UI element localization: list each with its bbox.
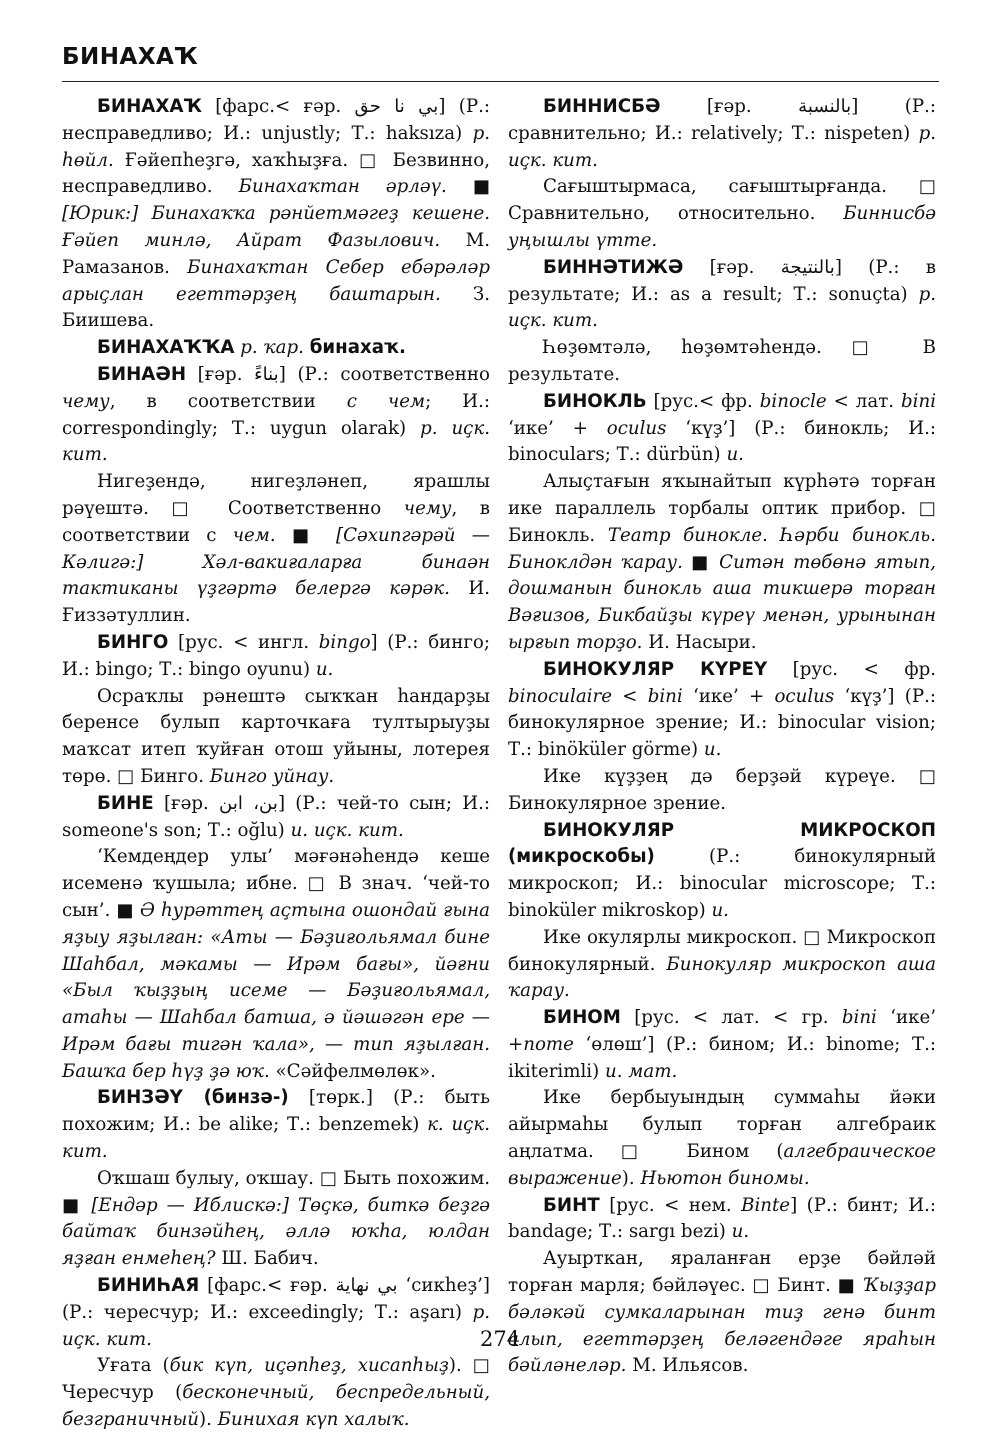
source: И. Ғиззәтуллин.: [62, 578, 490, 627]
example: Бинокуляр микроскоп аша ҡарау.: [508, 953, 936, 1002]
entry-text: ‘ике’ +: [682, 685, 775, 707]
entry-binahakka: [62, 335, 490, 362]
definition: бик күп, иҫәпһеҙ, хисапһыҙ: [169, 1355, 449, 1377]
entry-text: oculus: [606, 417, 667, 439]
entry-binom: [508, 1005, 936, 1085]
entry-text: [рус. < ингл.: [168, 631, 319, 653]
entry-text: oculus: [774, 685, 835, 707]
entry-text: чему: [62, 390, 110, 412]
entry-text: < лат.: [826, 390, 902, 412]
definition: Ауырткан, яраланған ерҙе бәйләй торған марля; бәйләүес. □ Бинт. ■: [508, 1248, 936, 1297]
entry-binaen: [62, 362, 490, 469]
entry-text: , в соответствии: [109, 390, 347, 412]
headword: БИНОКЛЬ: [543, 390, 647, 412]
entry-binom-definition: [508, 1085, 936, 1192]
example: Ситән төбөнә ятып, дошманын бинокль аша тикшерә торған Вәғизов, Бикбайҙы күреү менән, урынынан ырғып торҙо.: [508, 551, 936, 653]
grammar-label: u.: [731, 1221, 750, 1243]
definition: Оҡшаш булыу, оҡшау. □ Быть похожим. ■: [62, 1167, 490, 1216]
entry-binokulyar-mikroskop-definition: [508, 925, 936, 1005]
grammar-label: р. иҫк. кит.: [62, 1301, 490, 1350]
entry-binnisbe-definition: [508, 174, 936, 254]
entry-text: [ғәр. بناءً] (Р.: соответственно: [186, 363, 490, 385]
definition: , в соответствии с: [62, 497, 490, 546]
entry-binnetije-definition: [508, 335, 936, 389]
grammar-label: р. иҫк. кит.: [62, 417, 491, 466]
headword: БИНАХАҠҠА: [97, 337, 235, 359]
source: М. Рамазанов.: [62, 229, 490, 278]
grammar-label: u. мат.: [605, 1060, 678, 1082]
headword: БИНЕ: [97, 792, 154, 814]
example: Ә һурәттең аҫтына ошондай ғына яҙыу яҙылған: «Аты — Бәҙиғольямал бине Шаһбал, мәкамы — Ирәм бағы», йәғни «Был ҡыҙҙың исеме — Бәҙиғольямал, атаһы — Шаһбал батша, ә йәшәгән ере — Ирәм бағы тигән ҡала», — тип яҙылған. Башҡа бер һүҙ ҙә юҡ.: [62, 899, 491, 1082]
cross-reference: бинахаҡ.: [309, 337, 406, 359]
entry-bine-definition: [62, 844, 490, 1085]
example: Ҡыҙҙар бәләкәй сумкаларынан тиҙ генә бинт алып, егеттәрҙең беләгендәге ярaһын бәйләнеләр.: [508, 1275, 936, 1377]
grammar-label: р. ҡар.: [234, 337, 310, 359]
headword: БИНГО: [97, 631, 169, 653]
headword: БИНЗӘҮ (бинзә-): [97, 1087, 289, 1109]
definition: ■: [275, 524, 336, 546]
definition: Ғәйепһеҙгә, хаҡһыҙға. □ Безвинно, несправедливо.: [62, 149, 490, 198]
left-column: [62, 94, 490, 1434]
example: [Сәхипгәрәй — Кәлигә:] Хәл-вакиғаларға бинаән тактиканы үҙгәртә белергә кәрәк.: [62, 524, 490, 600]
right-column: [508, 94, 936, 1380]
entry-text: ] (Р.: бинго; И.: bingo; Т.: bingo oyunu): [62, 631, 490, 680]
definition: Уғата (: [97, 1355, 170, 1377]
entry-binokl-definition: [508, 469, 936, 657]
headword: БИНАӘН: [97, 363, 187, 385]
grammar-label: к. иҫк. кит.: [62, 1114, 490, 1163]
definition: ).: [621, 1167, 641, 1189]
entry-text: bini: [841, 1007, 877, 1029]
entry-text: [рус. < фр.: [767, 658, 937, 680]
entry-binokulyar-kureu-definition: [508, 764, 936, 818]
entry-biniha-definition: [62, 1353, 490, 1433]
example: Бинго уйнау.: [209, 765, 335, 787]
grammar-label: u.: [711, 899, 729, 921]
definition: Алыҫтағын яҡынайтып күрһәтә торған ике параллель торбалы оптик прибор. □ Бинокль.: [508, 471, 936, 546]
headword: БИНИҺАЯ: [97, 1275, 200, 1297]
example: Бинахаҡтан Себер ебәрәләр арыҫлан егеттәрҙең баштарын.: [62, 256, 490, 305]
entry-text: [рус. < лат. < гр.: [620, 1007, 842, 1029]
page-number: 274: [479, 1327, 521, 1351]
definition: ■: [682, 551, 720, 573]
example: [Ендәр — Иблискә:] Төҫкә, биткә беҙгә байтаҡ бинзәйһең, әллә юҡһа, юлдан яҙған енмеһең?: [62, 1194, 490, 1270]
entry-text: [ғәр. بن، ابن] (Р.: чей-то сын; И.: someone's son; Т.: oğlu): [62, 792, 490, 841]
entry-text: с чем: [346, 390, 426, 412]
entry-text: [фарс.< ғәр. بي نهاية ‘сикһеҙ’] (Р.: чересчур; И.: exceedingly; Т.: aşarı): [62, 1275, 490, 1323]
entry-text: ; И.: correspondingly; Т.: uygun olarak): [62, 390, 491, 439]
entry-text: ‘ике’ +: [508, 1007, 936, 1055]
entry-bingo-definition: [62, 684, 490, 791]
grammar-label: u. иҫк. кит.: [290, 819, 404, 841]
entry-text: binoculaire: [508, 685, 612, 707]
entry-text: bini: [901, 390, 937, 412]
header-rule: [62, 81, 939, 82]
definition: чем.: [232, 524, 276, 546]
grammar-label: р. иҫк. кит.: [508, 122, 936, 171]
grammar-label: u.: [726, 444, 744, 466]
entry-binzeu: [62, 1085, 490, 1165]
headword: БИНОКУЛЯР КҮРЕҮ: [543, 658, 768, 680]
entry-text: [төрк.] (Р.: быть похожим; И.: be alike; Т.: benzemek): [62, 1087, 490, 1136]
entry-text: ‘ике’ +: [508, 417, 607, 439]
entry-text: binocle: [759, 390, 827, 412]
entry-text: <: [611, 685, 648, 707]
definition: ‘Кемдеңдер улы’ мәғәнәһендә кеше исеменә ҡушыла; ибне. □ В знач. ‘чей-то сын’. ■: [62, 846, 490, 921]
entry-text: bingo: [318, 631, 371, 653]
headword: БИННИСБӘ: [543, 96, 661, 117]
entry-text: ‘күҙ’] (Р.: бинокль; И.: binoculars; Т.: dürbün): [508, 417, 936, 466]
entry-binahak: [62, 94, 490, 335]
headword: БИНОМ: [543, 1007, 621, 1029]
entry-text: [фарс.< ғәр. بي نا حق] (Р.: несправедливо; И.: unjustly; Т.: haksıza): [62, 96, 490, 144]
example: [Юрик:] Бинахаҡҡа рәнйетмәгеҙ кешене. Ғәйеп минлә, Айрат Фазылович.: [62, 203, 490, 251]
entry-text: ■: [446, 176, 491, 198]
entry-text: nome: [523, 1033, 574, 1055]
definition: Һөҙөмтәлә, һөҙөмтәһендә. □ В результате.: [508, 337, 936, 385]
example: Биннисбә уңышлы үтте.: [508, 203, 936, 251]
definition: алгебраическое выражение: [508, 1141, 936, 1189]
entry-bint: [508, 1193, 936, 1247]
entry-text: ‘күҙ’] (Р.: бинокулярное зрение; И.: binocular vision; Т.: binöküler görme): [508, 685, 936, 761]
grammar-label: u.: [703, 739, 722, 761]
entry-text: [ғәр. بالنسبة] (Р.: сравнительно; И.: relatively; Т.: nispeten): [508, 96, 936, 144]
entry-binokulyar-kureu: [508, 657, 936, 764]
definition: ).: [198, 1409, 218, 1431]
example: Ньютон биномы.: [640, 1167, 810, 1189]
source: Ш. Бабич.: [215, 1248, 319, 1270]
entry-text: [ғәр. بالنتيجة] (Р.: в результате; И.: as a result; Т.: sonuçta): [508, 256, 936, 305]
entry-text: ] (Р.: бинт; И.: bandage; Т.: sargı bezi): [508, 1194, 936, 1243]
entry-bingo: [62, 630, 490, 684]
entry-text: bini: [647, 685, 683, 707]
example: Бинихая күп халыҡ.: [217, 1409, 410, 1431]
headword: БИНОКУЛЯР МИКРОСКОП (микроскобы): [508, 819, 936, 868]
headword: БИННӘТИЖӘ: [543, 256, 684, 278]
example: Бинахаҡтан әрләү.: [238, 176, 447, 198]
entry-bine: [62, 791, 490, 845]
entry-binaen-definition: [62, 469, 490, 630]
entry-text: ‘өлөш’] (Р.: бином; И.: binome; Т.: ikiterimli): [508, 1033, 936, 1082]
entry-bint-definition: [508, 1246, 936, 1380]
definition: Нигеҙендә, нигеҙләнеп, ярашлы рәүештә. □ Соответственно: [62, 471, 490, 519]
headword: БИНАХАҠ: [97, 96, 202, 117]
source: «Сәйфелмөлөк».: [269, 1060, 436, 1082]
entry-binokl: [508, 389, 936, 469]
grammar-label: u.: [315, 658, 334, 680]
entry-text: [рус. < нем.: [599, 1194, 742, 1216]
definition: ). □ Чересчур (: [62, 1355, 490, 1404]
definition: Осраҡлы рәнештә сыҡҡан һандарҙы беренсе булып карточкаға тултырыуҙы маҡсат итеп ҡуйған отош уйыны, лотерея төрө. □ Бинго.: [62, 685, 490, 787]
definition: чему: [403, 497, 452, 519]
entry-text: [рус.< фр.: [646, 390, 760, 412]
running-head: БИНАХАҠ: [62, 44, 199, 70]
definition: Ике окулярлы микроскоп. □ Микроскоп бинокулярный.: [508, 926, 936, 975]
source: И. Насыри.: [642, 631, 757, 653]
source: М. Ильясов.: [626, 1355, 749, 1377]
definition: Ике бербыуындың суммаһы йәки айырмаһы булып торған алгебраик аңлатма. □ Бином (: [508, 1087, 936, 1163]
entry-binzeu-definition: [62, 1166, 490, 1273]
entry-binnetije: [508, 255, 936, 335]
definition: Сағыштырмаса, сағыштырғанда. □ Сравнительно, относительно.: [508, 176, 936, 225]
entry-text: Binte: [741, 1194, 791, 1216]
definition: Ике күҙҙең дә берҙәй күреүе. □ Бинокулярное зрение.: [508, 765, 936, 814]
entry-binnisbe: [508, 94, 936, 174]
entry-binokulyar-mikroskop: [508, 818, 936, 925]
grammar-label: р. һөйл.: [62, 122, 490, 171]
entry-text: (Р.: бинокулярный микроскоп; И.: binocular microscope; Т.: binoküler mikroskop): [508, 846, 936, 921]
headword: БИНТ: [543, 1194, 600, 1216]
source: З. Биишева.: [62, 283, 490, 332]
example: Театр биноклe. Һәрби бинокль. Биноклдән ҡарау.: [508, 524, 936, 573]
definition: бесконечный, беспредельный, безграничный: [62, 1382, 490, 1431]
grammar-label: р. иҫк. кит.: [508, 283, 936, 332]
